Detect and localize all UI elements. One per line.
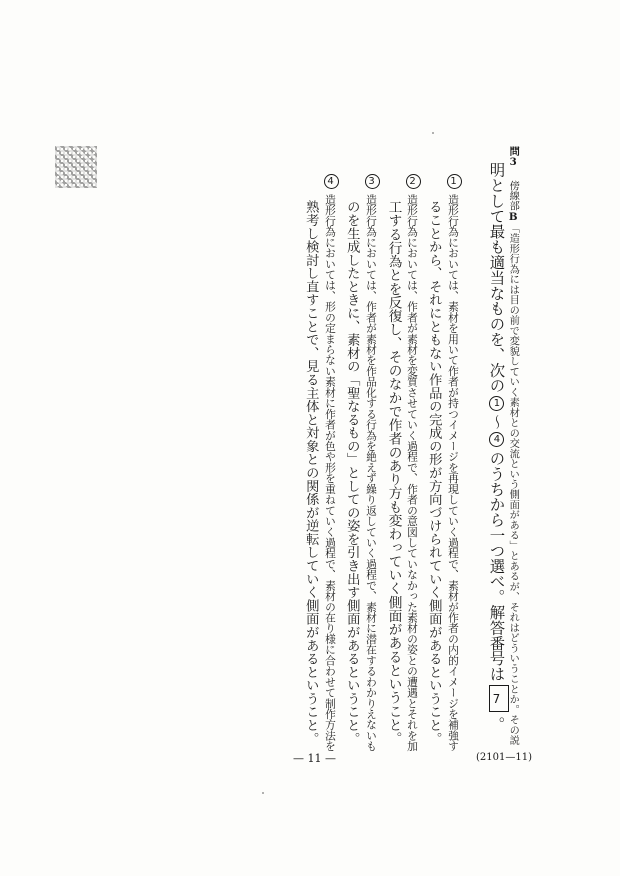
scan-dot xyxy=(432,132,434,134)
option-1-line-2 xyxy=(427,200,440,745)
option-3-line-2 xyxy=(345,200,358,745)
exam-code: (2101—11) xyxy=(476,752,532,763)
option-2-text-2[interactable]: 工する行為とを反復し、そのなかで作者のあり方も変わっていく側面があるということ。 xyxy=(385,200,402,746)
qr-code-icon xyxy=(55,146,97,188)
option-2-text-1[interactable]: 造形行為においては、作者が素材を変質させていく過程で、作者の意図していなかった素材の姿との遭遇とそれを加 xyxy=(406,194,419,752)
option-3-number[interactable]: 3 xyxy=(365,174,380,189)
option-1-line-1 xyxy=(447,173,462,751)
question-label: 問3 xyxy=(507,146,520,169)
option-1-text-1[interactable]: 造形行為においては、素材を用いて作者が持つイメージを再現していく過程で、素材が作者の内的イメージを補強す xyxy=(447,194,460,752)
option-2-number[interactable]: 2 xyxy=(406,174,421,189)
question-text-prefix: 傍線部 xyxy=(507,180,520,211)
question-text-quote: 「造形行為には目の前で変貌していく素材との交流という側面がある」とあるが、それはどういうことか。その説 xyxy=(507,222,520,746)
underline-label: B xyxy=(507,210,520,223)
option-2-line-1 xyxy=(406,173,421,751)
range-tilde: 〜 xyxy=(487,414,506,430)
question-text-end: 。 xyxy=(487,716,506,732)
option-3-line-1 xyxy=(365,173,380,751)
option-3-text-1[interactable]: 造形行為においては、作者が素材を作品化する行為を絶えず繰り返していく過程で、素材に潜在するわかりえないも xyxy=(365,194,378,752)
choice-range-end: 4 xyxy=(491,434,503,446)
page-number: — 11 — xyxy=(293,752,336,765)
option-4-number[interactable]: 4 xyxy=(324,174,339,189)
option-2-line-2 xyxy=(386,200,400,745)
option-4-line-2 xyxy=(304,200,317,745)
option-3-text-2[interactable]: のを生成したときに、素材の「聖なるもの」としての姿を引き出す側面があるということ。 xyxy=(344,200,360,745)
option-1-number[interactable]: 1 xyxy=(447,174,462,189)
question-text-answer-prompt: のうちから一つ選べ。解答番号は xyxy=(487,450,506,682)
option-1-text-2[interactable]: ることから、それにともない作品の完成の形が方向づけられていく側面があるということ。 xyxy=(426,200,442,745)
question-line-1 xyxy=(508,146,518,745)
option-4-text-2[interactable]: 熟考し検討し直すことで、見る主体と対象との関係が逆転していく側面があるということ。 xyxy=(303,200,319,745)
answer-number-box[interactable]: 7 xyxy=(489,685,509,712)
option-4-text-1[interactable]: 造形行為においては、形の定まらない素材に作者が色や形を重ねていく過程で、素材の在り様に合わせて制作方法を xyxy=(324,194,337,752)
choice-range-start: 1 xyxy=(491,398,503,409)
question-text-instruction: 明として最も適当なものを、次の xyxy=(487,162,506,393)
option-4-line-1 xyxy=(324,173,339,751)
question-line-2 xyxy=(488,162,509,732)
scan-dot xyxy=(262,792,264,794)
